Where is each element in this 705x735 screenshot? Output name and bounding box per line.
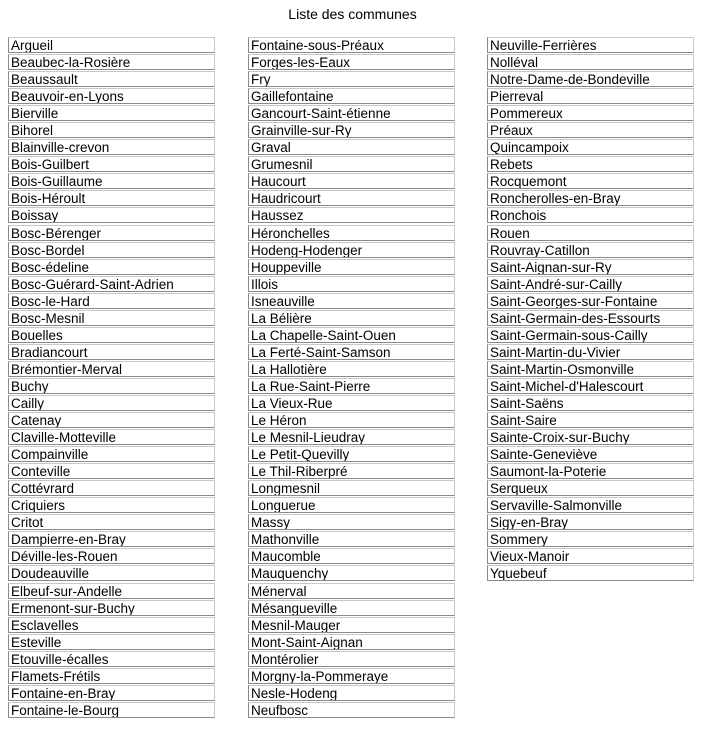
commune-cell: Isneauville (248, 293, 455, 309)
commune-cell: Notre-Dame-de-Bondeville (487, 71, 694, 87)
commune-cell: Saint-Michel-d'Halescourt (487, 378, 694, 394)
commune-cell: Bosc-Bordel (8, 242, 215, 258)
commune-cell: Grainville-sur-Ry (248, 122, 455, 138)
commune-cell: Le Petit-Quevilly (248, 446, 455, 462)
commune-cell: Gaillefontaine (248, 88, 455, 104)
commune-cell: Saumont-la-Poterie (487, 463, 694, 479)
commune-cell: La Hallotière (248, 361, 455, 377)
commune-cell: Bradiancourt (8, 344, 215, 360)
commune-cell: Esteville (8, 634, 215, 650)
commune-cell: Pommereux (487, 105, 694, 121)
commune-cell: Mathonville (248, 531, 455, 547)
commune-cell: Argueil (8, 37, 215, 53)
commune-cell: Dampierre-en-Bray (8, 531, 215, 547)
commune-cell: Héronchelles (248, 225, 455, 241)
commune-cell: Maucomble (248, 548, 455, 564)
commune-cell: Le Thil-Riberpré (248, 463, 455, 479)
commune-cell: Flamets-Frétils (8, 668, 215, 684)
commune-cell: Mésangueville (248, 600, 455, 616)
commune-cell: Massy (248, 514, 455, 530)
commune-cell: Haudricourt (248, 190, 455, 206)
commune-cell: Brémontier-Merval (8, 361, 215, 377)
commune-cell: Fry (248, 71, 455, 87)
commune-cell: Saint-Germain-sous-Cailly (487, 327, 694, 343)
commune-cell: Rocquemont (487, 173, 694, 189)
commune-cell: Sainte-Croix-sur-Buchy (487, 429, 694, 445)
commune-cell: Conteville (8, 463, 215, 479)
commune-cell: Fontaine-sous-Préaux (248, 37, 455, 53)
commune-cell: Claville-Motteville (8, 429, 215, 445)
commune-cell: Etouville-écalles (8, 651, 215, 667)
commune-cell: Mauquenchy (248, 565, 455, 581)
commune-cell: Rebets (487, 156, 694, 172)
commune-cell: Beaubec-la-Rosière (8, 54, 215, 70)
commune-cell: Blainville-crevon (8, 139, 215, 155)
commune-cell: Saint-André-sur-Cailly (487, 276, 694, 292)
commune-cell: Pierreval (487, 88, 694, 104)
commune-cell: Saint-Saëns (487, 395, 694, 411)
commune-cell: Montérolier (248, 651, 455, 667)
commune-cell: Rouvray-Catillon (487, 242, 694, 258)
commune-cell: Saint-Germain-des-Essourts (487, 310, 694, 326)
commune-cell: Boissay (8, 207, 215, 223)
page-title: Liste des communes (288, 6, 417, 22)
commune-cell: Bosc-Mesnil (8, 310, 215, 326)
commune-cell: Esclavelles (8, 617, 215, 633)
commune-column-3 (487, 37, 694, 583)
commune-cell: Houppeville (248, 259, 455, 275)
commune-cell: La Rue-Saint-Pierre (248, 378, 455, 394)
commune-cell: La Vieux-Rue (248, 395, 455, 411)
commune-cell: Cottévrard (8, 480, 215, 496)
commune-cell: Gancourt-Saint-étienne (248, 105, 455, 121)
commune-cell: Longuerue (248, 497, 455, 513)
commune-cell: Bois-Guilbert (8, 156, 215, 172)
commune-cell: Ménerval (248, 583, 455, 599)
commune-cell: Quincampoix (487, 139, 694, 155)
commune-cell: Forges-les-Eaux (248, 54, 455, 70)
commune-cell: Bois-Héroult (8, 190, 215, 206)
commune-cell: Haussez (248, 207, 455, 223)
commune-cell: Mesnil-Mauger (248, 617, 455, 633)
commune-cell: Nolléval (487, 54, 694, 70)
commune-cell: Bosc-Guérard-Saint-Adrien (8, 276, 215, 292)
commune-cell: Doudeauville (8, 565, 215, 581)
commune-cell: Sigy-en-Bray (487, 514, 694, 530)
commune-cell: Beauvoir-en-Lyons (8, 88, 215, 104)
commune-cell: Préaux (487, 122, 694, 138)
commune-cell: Cailly (8, 395, 215, 411)
commune-cell: Roncherolles-en-Bray (487, 190, 694, 206)
commune-cell: Yquebeuf (487, 565, 694, 581)
commune-cell: Buchy (8, 378, 215, 394)
commune-cell: Bosc-édeline (8, 259, 215, 275)
commune-cell: Beaussault (8, 71, 215, 87)
commune-cell: Rouen (487, 225, 694, 241)
commune-cell: Elbeuf-sur-Andelle (8, 583, 215, 599)
commune-cell: Bierville (8, 105, 215, 121)
commune-cell: Neufbosc (248, 702, 455, 718)
commune-column-1 (8, 37, 215, 719)
commune-cell: Nesle-Hodeng (248, 685, 455, 701)
commune-cell: Catenay (8, 412, 215, 428)
commune-column-2 (248, 37, 455, 719)
commune-cell: Critot (8, 514, 215, 530)
commune-cell: Grumesnil (248, 156, 455, 172)
commune-cell: Morgny-la-Pommeraye (248, 668, 455, 684)
commune-cell: Bihorel (8, 122, 215, 138)
commune-cell: Compainville (8, 446, 215, 462)
commune-cell: Le Héron (248, 412, 455, 428)
commune-cell: Ermenont-sur-Buchy (8, 600, 215, 616)
commune-cell: Saint-Martin-Osmonville (487, 361, 694, 377)
commune-cell: Fontaine-en-Bray (8, 685, 215, 701)
commune-cell: Fontaine-le-Bourg (8, 702, 215, 718)
commune-cell: Saint-Georges-sur-Fontaine (487, 293, 694, 309)
commune-cell: Neuville-Ferrières (487, 37, 694, 53)
commune-cell: Bois-Guillaume (8, 173, 215, 189)
commune-cell: Bosc-le-Hard (8, 293, 215, 309)
commune-cell: La Chapelle-Saint-Ouen (248, 327, 455, 343)
commune-cell: Serqueux (487, 480, 694, 496)
commune-cell: Hodeng-Hodenger (248, 242, 455, 258)
commune-cell: Illois (248, 276, 455, 292)
commune-cell: Criquiers (8, 497, 215, 513)
commune-cell: Déville-les-Rouen (8, 548, 215, 564)
commune-cell: Graval (248, 139, 455, 155)
commune-cell: Sainte-Geneviève (487, 446, 694, 462)
commune-cell: Sommery (487, 531, 694, 547)
commune-cell: Saint-Saire (487, 412, 694, 428)
commune-cell: Bosc-Bérenger (8, 225, 215, 241)
commune-cell: La Bélière (248, 310, 455, 326)
commune-cell: Saint-Aignan-sur-Ry (487, 259, 694, 275)
commune-cell: Saint-Martin-du-Vivier (487, 344, 694, 360)
commune-cell: Longmesnil (248, 480, 455, 496)
commune-cell: Ronchois (487, 207, 694, 223)
commune-cell: Le Mesnil-Lieudray (248, 429, 455, 445)
commune-cell: Servaville-Salmonville (487, 497, 694, 513)
commune-cell: Vieux-Manoir (487, 548, 694, 564)
commune-cell: Bouelles (8, 327, 215, 343)
commune-cell: Haucourt (248, 173, 455, 189)
commune-cell: La Ferté-Saint-Samson (248, 344, 455, 360)
commune-cell: Mont-Saint-Aignan (248, 634, 455, 650)
